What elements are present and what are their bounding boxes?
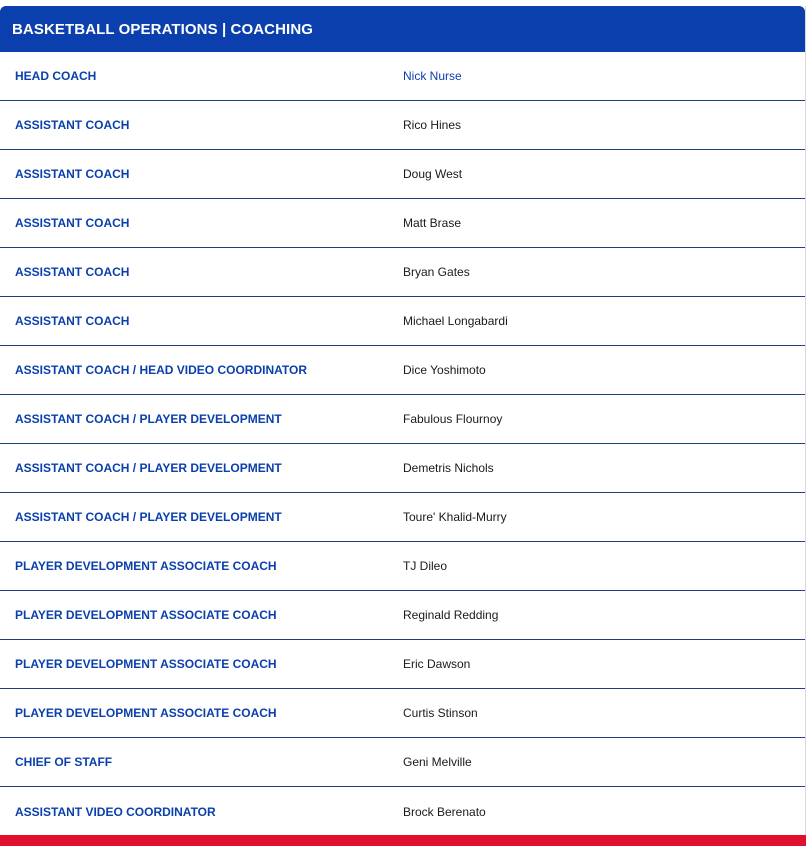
staff-row [0, 444, 805, 493]
staff-name: Rico Hines [403, 118, 462, 132]
staff-name: Toure' Khalid-Murry [403, 510, 507, 524]
staff-name: Michael Longabardi [403, 314, 508, 328]
staff-row [0, 52, 805, 101]
coaching-staff-panel [0, 6, 806, 846]
staff-row [0, 199, 805, 248]
staff-name: Eric Dawson [403, 657, 471, 671]
staff-role: ASSISTANT COACH / PLAYER DEVELOPMENT [15, 461, 282, 475]
staff-role: PLAYER DEVELOPMENT ASSOCIATE COACH [15, 706, 277, 720]
staff-name: TJ Dileo [403, 559, 448, 573]
staff-row [0, 591, 805, 640]
staff-name: Bryan Gates [403, 265, 470, 279]
staff-role: ASSISTANT COACH [15, 314, 130, 328]
staff-name: Curtis Stinson [403, 706, 478, 720]
staff-role: PLAYER DEVELOPMENT ASSOCIATE COACH [15, 657, 277, 671]
staff-row [0, 640, 805, 689]
staff-row [0, 101, 805, 150]
staff-role: ASSISTANT VIDEO COORDINATOR [15, 804, 216, 819]
staff-role: ASSISTANT COACH [15, 216, 130, 230]
staff-name: Demetris Nichols [403, 461, 494, 475]
staff-name: Geni Melville [403, 755, 472, 769]
staff-name: Matt Brase [403, 216, 462, 230]
staff-role: ASSISTANT COACH [15, 167, 130, 181]
staff-role: PLAYER DEVELOPMENT ASSOCIATE COACH [15, 608, 277, 622]
staff-name: Doug West [403, 167, 463, 181]
staff-list [0, 52, 805, 836]
staff-name-link[interactable]: Nick Nurse [403, 69, 462, 83]
staff-row [0, 395, 805, 444]
staff-role: ASSISTANT COACH [15, 265, 130, 279]
staff-role: ASSISTANT COACH / PLAYER DEVELOPMENT [15, 412, 282, 426]
staff-row [0, 248, 805, 297]
staff-name: Fabulous Flournoy [403, 412, 503, 426]
staff-row [0, 150, 805, 199]
staff-name: Dice Yoshimoto [403, 363, 486, 377]
staff-role: ASSISTANT COACH / HEAD VIDEO COORDINATOR [15, 363, 308, 377]
accent-bar [0, 835, 806, 846]
staff-name: Brock Berenato [403, 804, 486, 819]
staff-role: ASSISTANT COACH / PLAYER DEVELOPMENT [15, 510, 282, 524]
staff-row [0, 689, 805, 738]
staff-name: Reginald Redding [403, 608, 499, 622]
staff-role: CHIEF OF STAFF [15, 755, 113, 769]
section-header [0, 6, 805, 52]
staff-row [0, 787, 805, 836]
staff-role: PLAYER DEVELOPMENT ASSOCIATE COACH [15, 559, 277, 573]
staff-role: ASSISTANT COACH [15, 118, 130, 132]
staff-row [0, 493, 805, 542]
staff-row [0, 738, 805, 787]
staff-row [0, 346, 805, 395]
section-title: BASKETBALL OPERATIONS | COACHING [12, 20, 314, 38]
staff-row [0, 542, 805, 591]
staff-row [0, 297, 805, 346]
staff-role: HEAD COACH [15, 69, 97, 83]
